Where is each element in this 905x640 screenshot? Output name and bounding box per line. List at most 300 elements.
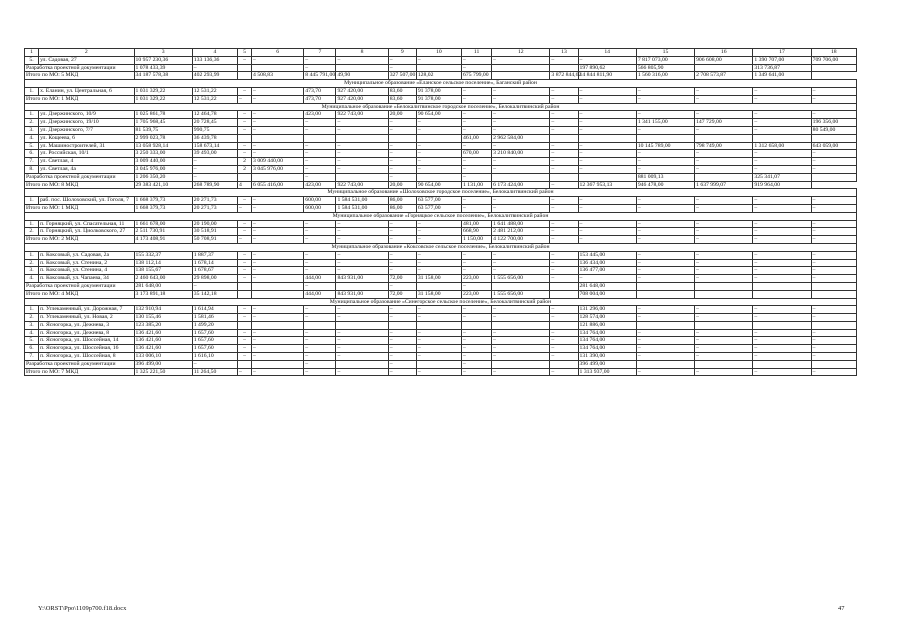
table-cell: – <box>462 251 492 259</box>
table-cell <box>695 282 753 290</box>
table-cell: – <box>695 87 753 95</box>
table-cell: – <box>550 251 578 259</box>
table-cell: – <box>811 236 856 244</box>
row-number: 1. <box>25 197 39 205</box>
row-number: 7. <box>25 158 39 166</box>
table-cell: – <box>304 158 336 166</box>
table-cell <box>416 134 461 142</box>
table-cell: – <box>492 306 550 314</box>
table-cell: 91 378,00 <box>416 95 461 103</box>
table-cell: – <box>304 314 336 322</box>
table-cell: – <box>416 228 461 236</box>
table-cell: – <box>304 165 336 173</box>
table-cell: – <box>578 119 636 127</box>
table-cell: 20 190,00 <box>192 220 237 228</box>
table-cell: – <box>636 228 694 236</box>
table-cell: – <box>462 197 492 205</box>
table-cell: – <box>695 95 753 103</box>
table-cell: – <box>336 119 388 127</box>
table-cell: – <box>237 197 251 205</box>
table-cell <box>753 360 811 368</box>
row-number: 5. <box>25 142 39 150</box>
table-cell: – <box>636 150 694 158</box>
table-cell: – <box>462 111 492 119</box>
table-cell: – <box>304 228 336 236</box>
table-cell: 3 009 440,00 <box>134 158 192 166</box>
table-row <box>25 321 857 329</box>
table-cell: – <box>388 165 416 173</box>
table-cell: 30 518,91 <box>192 228 237 236</box>
table-cell: 473,70 <box>304 87 336 95</box>
table-cell: – <box>462 119 492 127</box>
table-cell: 197 890,62 <box>578 64 636 72</box>
table-cell: 20,00 <box>388 111 416 119</box>
table-cell: – <box>753 95 811 103</box>
table-cell: – <box>336 368 388 376</box>
table-cell: – <box>695 150 753 158</box>
address-cell: п. Коксовый, ул. Чапаева, 34 <box>39 275 134 283</box>
table-cell: 927 420,00 <box>336 87 388 95</box>
column-number: 10 <box>416 49 461 57</box>
table-cell: – <box>388 353 416 361</box>
table-cell: – <box>811 251 856 259</box>
table-cell: – <box>388 150 416 158</box>
table-cell: 327 507,00 <box>389 72 416 79</box>
row-number: 6. <box>25 150 39 158</box>
table-cell: – <box>695 158 753 166</box>
table-cell: 90 654,00 <box>416 181 461 189</box>
table-cell: – <box>492 368 550 376</box>
column-number: 16 <box>695 49 753 57</box>
table-cell: – <box>304 173 336 181</box>
table-cell: – <box>237 306 251 314</box>
address-cell: п. Коксовый, ул. Стенина, 2 <box>39 259 134 267</box>
table-cell <box>695 64 753 72</box>
table-cell: 461,00 <box>462 134 492 142</box>
table-cell: 1 657,60 <box>192 329 237 337</box>
table-cell: – <box>237 111 251 119</box>
table-row <box>25 314 857 322</box>
table-cell: – <box>416 251 461 259</box>
table-cell: – <box>811 353 856 361</box>
address-cell: п. Коксовый, ул. Садовая, 2а <box>39 251 134 259</box>
table-cell <box>336 360 388 368</box>
row-number: 2. <box>25 119 39 127</box>
table-cell: – <box>462 64 492 72</box>
table-cell: – <box>304 337 336 345</box>
table-cell: 1 887,37 <box>192 251 237 259</box>
table-cell <box>237 64 251 72</box>
table-cell: – <box>192 360 237 368</box>
table-cell: – <box>636 111 694 119</box>
table-cell: 4 173 408,91 <box>134 236 192 244</box>
table-cell: 131 390,00 <box>578 353 636 361</box>
table-cell: – <box>252 56 304 64</box>
table-cell: – <box>550 56 578 64</box>
table-cell: – <box>462 126 492 134</box>
table-cell: – <box>550 337 578 345</box>
table-cell <box>695 173 753 181</box>
table-cell: – <box>550 345 578 353</box>
table-cell <box>550 173 578 181</box>
table-cell: – <box>492 158 550 166</box>
address-cell: п. Ясногорка, ул. Дежнева, 8 <box>39 329 134 337</box>
section-heading-row <box>25 189 857 197</box>
table-cell <box>695 360 753 368</box>
table-cell: – <box>578 111 636 119</box>
table-cell: 1 206 350,20 <box>134 173 192 181</box>
table-cell: – <box>416 329 461 337</box>
table-cell <box>695 321 753 329</box>
table-cell: – <box>462 173 492 181</box>
table-cell: – <box>252 204 304 212</box>
table-cell: – <box>252 150 304 158</box>
table-cell: – <box>416 345 461 353</box>
table-cell: – <box>550 306 578 314</box>
table-cell: 29 383 421,10 <box>134 181 192 189</box>
table-cell: – <box>550 142 578 150</box>
table-cell: – <box>695 306 753 314</box>
table-cell: 1 325 221,50 <box>134 368 192 376</box>
table-cell: 1 657,60 <box>192 337 237 345</box>
table-cell: – <box>388 64 416 72</box>
table-cell: – <box>237 56 251 64</box>
table-row <box>25 337 857 345</box>
table-cell: – <box>550 165 578 173</box>
table-cell: – <box>578 165 636 173</box>
table-cell: 1 668 379,73 <box>134 197 192 205</box>
table-cell <box>636 282 694 290</box>
table-cell: – <box>811 259 856 267</box>
table-cell: – <box>336 306 388 314</box>
table-cell: – <box>237 345 251 353</box>
table-cell: 2 460 643,00 <box>134 275 192 283</box>
table-cell: – <box>811 150 856 158</box>
table-cell <box>237 134 251 142</box>
table-cell: – <box>811 95 856 103</box>
table-cell: 20 271,73 <box>192 204 237 212</box>
table-cell: 990,75 <box>192 126 237 134</box>
table-cell: 72,00 <box>388 290 416 298</box>
table-cell: – <box>492 314 550 322</box>
table-cell: – <box>753 259 811 267</box>
table-cell <box>492 72 550 80</box>
table-cell: – <box>578 87 636 95</box>
column-number: 6 <box>252 49 304 57</box>
table-cell: – <box>811 228 856 236</box>
table-cell: 1 668 379,73 <box>134 204 192 212</box>
table-cell: – <box>753 126 811 134</box>
table-cell: – <box>237 337 251 345</box>
table-cell: – <box>636 165 694 173</box>
table-cell: – <box>636 353 694 361</box>
table-cell: – <box>416 150 461 158</box>
table-cell: 1 616,10 <box>192 353 237 361</box>
address-cell: раб. пос. Шолоховский, ул. Гоголя, 7 <box>39 197 134 205</box>
table-cell: – <box>753 197 811 205</box>
table-cell <box>304 321 336 329</box>
table-cell <box>636 321 694 329</box>
address-cell: ул. Светлая, 4 <box>39 158 134 166</box>
table-cell: – <box>550 353 578 361</box>
table-cell: 881 009,13 <box>636 173 694 181</box>
subtotal-row <box>25 181 857 189</box>
address-cell: ул. Дзержинского, 10/9 <box>39 111 134 119</box>
table-cell: – <box>462 56 492 64</box>
table-cell <box>578 134 636 142</box>
table-cell: – <box>636 275 694 283</box>
table-cell <box>252 282 304 290</box>
table-cell: 3 009 440,00 <box>252 158 304 166</box>
table-cell: – <box>636 259 694 267</box>
table-cell: – <box>416 56 461 64</box>
table-cell: 423,00 <box>304 111 336 119</box>
table-cell: – <box>753 111 811 119</box>
table-cell: – <box>416 142 461 150</box>
table-cell: – <box>237 259 251 267</box>
row-label: Разработка проектной документации <box>25 360 135 368</box>
table-cell <box>550 134 578 142</box>
row-label: Разработка проектной документации <box>25 64 135 72</box>
table-cell: 91 378,00 <box>416 87 461 95</box>
column-number: 7 <box>304 49 336 57</box>
table-row <box>25 345 857 353</box>
table-cell: 798 749,00 <box>695 142 753 150</box>
table-cell: 153 445,00 <box>578 251 636 259</box>
table-cell: 123 385,20 <box>134 321 192 329</box>
table-cell: 1 581,46 <box>192 314 237 322</box>
row-label: Итого по МО: 5 МКД <box>25 72 135 80</box>
table-cell: – <box>811 267 856 275</box>
table-cell: – <box>252 87 304 95</box>
table-cell: – <box>252 197 304 205</box>
table-cell: – <box>811 87 856 95</box>
subtotal-row <box>25 95 857 103</box>
row-number: 2. <box>25 228 39 236</box>
table-cell: 2 999 023,78 <box>134 134 192 142</box>
address-cell: п. Ясногорка, ул. Шоссейная, 14 <box>39 337 134 345</box>
table-cell: 136 477,00 <box>578 267 636 275</box>
table-cell: – <box>492 345 550 353</box>
address-cell: п. Горняцкий, ул. Циолковского, 27 <box>39 228 134 236</box>
table-cell: 1 499,20 <box>192 321 237 329</box>
table-cell: – <box>336 56 388 64</box>
table-cell: 39 493,00 <box>192 150 237 158</box>
table-cell: – <box>237 126 251 134</box>
table-cell <box>550 321 578 329</box>
table-cell: – <box>388 173 416 181</box>
table-cell: 402 293,99 <box>192 72 237 80</box>
table-cell: – <box>237 329 251 337</box>
table-cell: – <box>811 275 856 283</box>
table-cell: 34 187 578,38 <box>134 72 192 80</box>
table-cell: – <box>462 267 492 275</box>
column-number: 13 <box>550 49 578 57</box>
table-cell <box>550 64 578 72</box>
subtotal-row <box>25 236 857 244</box>
row-number: 4. <box>25 329 39 337</box>
table-row <box>25 267 857 275</box>
table-cell: – <box>636 204 694 212</box>
table-cell: – <box>388 126 416 134</box>
table-cell: – <box>636 368 694 376</box>
table-cell: – <box>304 251 336 259</box>
table-cell: – <box>550 236 578 244</box>
table-cell: 643 059,00 <box>811 142 856 150</box>
table-cell: 906 608,00 <box>695 56 753 64</box>
table-cell: – <box>237 87 251 95</box>
table-cell: – <box>811 337 856 345</box>
table-cell: 444,00 <box>304 275 336 283</box>
table-cell: 136 421,60 <box>134 345 192 353</box>
table-cell: 86,00 <box>388 204 416 212</box>
table-cell: – <box>237 275 251 283</box>
table-cell: – <box>416 337 461 345</box>
table-cell: – <box>492 259 550 267</box>
table-cell: – <box>304 282 336 290</box>
table-cell: – <box>388 236 416 244</box>
table-cell: – <box>336 345 388 353</box>
table-cell: 80 549,00 <box>811 126 856 134</box>
table-cell: 268 789,90 <box>192 181 237 189</box>
table-row <box>25 87 857 95</box>
row-number: 3. <box>25 321 39 329</box>
table-cell: 136 434,00 <box>578 259 636 267</box>
table-cell: – <box>252 126 304 134</box>
table-cell: 281 648,00 <box>578 282 636 290</box>
table-cell: 3 045 976,00 <box>134 165 192 173</box>
table-cell: 128,02 <box>416 72 461 80</box>
table-cell <box>811 360 856 368</box>
table-cell: – <box>550 119 578 127</box>
table-cell: 325 341,07 <box>753 173 811 181</box>
table-cell: 81 539,75 <box>134 126 192 134</box>
section-heading-row <box>25 243 857 251</box>
row-number: 1. <box>25 306 39 314</box>
table-cell: – <box>388 345 416 353</box>
table-cell: – <box>388 56 416 64</box>
table-cell: 423,00 <box>304 181 336 189</box>
table-cell <box>695 290 753 298</box>
table-cell: 1 661 678,00 <box>134 220 192 228</box>
address-cell: ул. Дзержинского, 7/7 <box>39 126 134 134</box>
table-cell: – <box>462 337 492 345</box>
table-cell: – <box>416 220 461 228</box>
table-cell: 136 421,60 <box>134 329 192 337</box>
row-number: 7. <box>25 353 39 361</box>
section-heading: Муниципальное образование «Шолоховское городское поселение», Белокалитвинский район <box>25 189 857 197</box>
table-cell: 1 341 155,00 <box>636 119 694 127</box>
table-cell: – <box>462 204 492 212</box>
table-cell: – <box>388 267 416 275</box>
table-cell <box>252 321 304 329</box>
table-cell: – <box>252 368 304 376</box>
table-cell: – <box>192 158 237 166</box>
table-cell: 4 508,83 <box>252 72 304 80</box>
table-cell: 1 313 937,00 <box>578 368 636 376</box>
table-cell: – <box>304 142 336 150</box>
table-cell: – <box>811 306 856 314</box>
table-cell <box>237 290 251 298</box>
table-cell <box>237 72 251 80</box>
table-cell: – <box>237 150 251 158</box>
table-cell: – <box>336 126 388 134</box>
row-label: Итого по МО: 4 МКД <box>25 290 135 298</box>
table-cell: 444,00 <box>304 290 336 298</box>
table-cell: – <box>237 368 251 376</box>
table-cell: 675 799,00 <box>462 72 492 80</box>
row-number: 1. <box>25 220 39 228</box>
table-cell: 7 817 073,00 <box>636 56 694 64</box>
column-number: 3 <box>134 49 192 57</box>
row-number: 6. <box>25 345 39 353</box>
table-cell: – <box>753 337 811 345</box>
table-row <box>25 126 857 134</box>
table-cell: – <box>550 204 578 212</box>
table-row <box>25 353 857 361</box>
table-cell: 136 421,60 <box>134 337 192 345</box>
table-cell: 600,00 <box>304 204 336 212</box>
table-cell: – <box>462 87 492 95</box>
table-cell: – <box>636 314 694 322</box>
table-cell: 6 173 424,00 <box>492 181 550 189</box>
table-cell: 6 055 416,00 <box>252 181 304 189</box>
table-cell: – <box>753 353 811 361</box>
table-cell <box>578 173 636 181</box>
table-cell: – <box>416 119 461 127</box>
column-number-row <box>25 49 857 57</box>
table-cell: – <box>492 142 550 150</box>
table-cell <box>416 282 461 290</box>
table-cell: 1 678,67 <box>192 267 237 275</box>
table-cell: – <box>811 314 856 322</box>
table-cell <box>811 290 856 298</box>
table-cell: – <box>636 345 694 353</box>
table-cell: – <box>252 329 304 337</box>
table-cell: – <box>753 204 811 212</box>
address-cell: ул. Российская, 10/1 <box>39 150 134 158</box>
table-cell: – <box>695 275 753 283</box>
table-row <box>25 134 857 142</box>
table-cell: – <box>304 368 336 376</box>
table-cell: – <box>492 204 550 212</box>
table-cell <box>550 282 578 290</box>
column-number: 17 <box>753 49 811 57</box>
table-cell: – <box>811 329 856 337</box>
table-cell: – <box>753 368 811 376</box>
table-cell: 922 743,00 <box>336 111 388 119</box>
table-cell: – <box>304 306 336 314</box>
table-cell: – <box>578 158 636 166</box>
table-cell: 29 898,00 <box>192 275 237 283</box>
table-cell: – <box>636 236 694 244</box>
table-cell: – <box>336 236 388 244</box>
table-cell: – <box>388 158 416 166</box>
table-cell <box>462 321 492 329</box>
table-cell <box>416 360 461 368</box>
column-number: 1 <box>25 49 39 57</box>
table-cell: 1 025 861,78 <box>134 111 192 119</box>
table-cell: – <box>578 126 636 134</box>
table-cell: – <box>462 353 492 361</box>
table-cell: – <box>462 314 492 322</box>
table-cell: – <box>388 368 416 376</box>
table-cell: – <box>578 197 636 205</box>
table-row <box>25 119 857 127</box>
table-cell: – <box>695 329 753 337</box>
table-cell <box>636 134 694 142</box>
table-cell: – <box>416 236 461 244</box>
